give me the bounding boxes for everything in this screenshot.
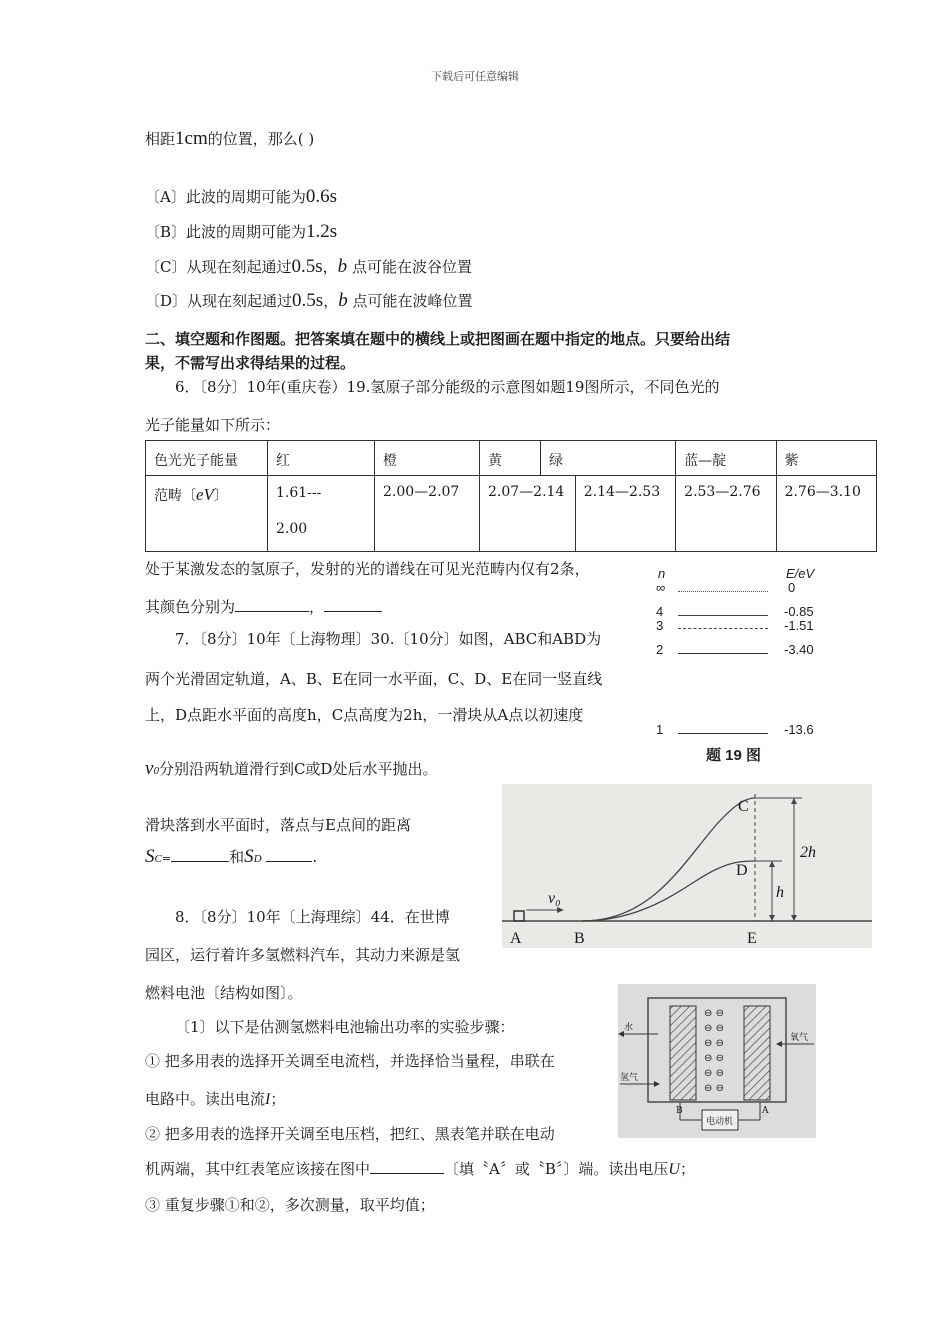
option-c-var: b bbox=[337, 256, 348, 277]
level-inf-line bbox=[678, 591, 768, 592]
q5-option-b bbox=[145, 221, 337, 243]
answer-blank[interactable] bbox=[266, 847, 312, 862]
voltage-var: U bbox=[668, 1161, 680, 1178]
label-motor: 电动机 bbox=[706, 1117, 734, 1127]
q5-option-a bbox=[145, 186, 337, 208]
level-4-line bbox=[678, 615, 768, 616]
step2b-suffix: ； bbox=[679, 1160, 695, 1178]
photon-energy-table bbox=[145, 440, 877, 552]
label-h: h bbox=[776, 884, 784, 901]
label-2h: 2h bbox=[800, 844, 816, 861]
label-b: B bbox=[574, 930, 585, 947]
figure-e-label: E/eV bbox=[786, 566, 815, 581]
level-3-n: 3 bbox=[656, 618, 664, 633]
range-red-b: 2.00 bbox=[276, 521, 308, 537]
level-4-n: 4 bbox=[656, 604, 664, 619]
level-2-e: -3.40 bbox=[784, 642, 814, 657]
ion-icon: ⊖ bbox=[704, 1068, 713, 1079]
level-1-line bbox=[678, 733, 768, 734]
v0-sub: 0 bbox=[153, 765, 159, 777]
q8-step1a: ① 把多用表的选择开关调至电流档，并选择恰当量程，串联在 bbox=[145, 1052, 555, 1070]
answer-blank[interactable] bbox=[235, 597, 309, 612]
ion-icon: ⊖ bbox=[704, 1083, 713, 1094]
q7-end: . bbox=[312, 848, 318, 866]
label-water: 水 bbox=[624, 1023, 634, 1033]
h-arrowhead-bottom bbox=[769, 915, 775, 921]
label-b-terminal: B bbox=[676, 1106, 683, 1116]
cell-left-electrode bbox=[670, 1006, 696, 1100]
option-d-math: 0.5s bbox=[292, 290, 324, 311]
q5-stem-suffix: 的位置，那么( ) bbox=[207, 130, 315, 148]
q6-line3: 处于某激发态的氢原子，发射的光的谱线在可见光范畴内仅有2条， bbox=[145, 560, 590, 578]
q6-line4-sep: ， bbox=[309, 598, 325, 616]
color-yellow: 黄 bbox=[480, 441, 541, 476]
sc-var: S bbox=[145, 846, 155, 867]
color-red: 红 bbox=[268, 441, 375, 476]
range-label-prefix: 范畴〔 bbox=[154, 488, 196, 504]
option-c-sep: ， bbox=[322, 258, 338, 276]
q5-stem-prefix: 相距 bbox=[145, 130, 176, 148]
option-d-var: b bbox=[338, 290, 348, 311]
2h-arrowhead-bottom bbox=[791, 915, 797, 921]
track-abc bbox=[582, 798, 755, 921]
option-b-math: 1.2s bbox=[306, 221, 338, 242]
h-arrowhead-top bbox=[769, 861, 775, 867]
current-var: I bbox=[265, 1091, 271, 1108]
section2-line1: 二、填空题和作图题。把答案填在题中的横线上或把图画在题中指定的地点。只要给出结 bbox=[145, 330, 731, 348]
answer-blank[interactable] bbox=[171, 847, 229, 862]
track-diagram bbox=[502, 784, 872, 948]
level-1-n: 1 bbox=[656, 722, 664, 737]
step2b-mid: 〔填〝A〞或〝B〞〕端。读出电压 bbox=[444, 1160, 669, 1178]
color-blue-indigo: 蓝—靛 bbox=[676, 441, 776, 476]
q6-line4 bbox=[145, 596, 382, 617]
option-a-math: 0.6s bbox=[305, 186, 337, 207]
table-header-label: 色光光子能量 bbox=[146, 441, 268, 476]
q7-line6 bbox=[145, 846, 317, 868]
q7-line4-text: 分别沿两轨道滑行到C或D处后水平抛出。 bbox=[158, 760, 438, 778]
range-label bbox=[146, 476, 268, 552]
q8-step-intro: 〔1〕以下是估测氢燃料电池输出功率的实验步骤： bbox=[175, 1018, 515, 1036]
level-3-e: -1.51 bbox=[784, 618, 814, 633]
q8-step2b bbox=[145, 1158, 695, 1179]
q7-and: 和 bbox=[229, 848, 245, 866]
label-e: E bbox=[747, 930, 757, 947]
option-d-tail: 点可能在波峰位置 bbox=[352, 292, 473, 310]
q7-line4 bbox=[145, 758, 437, 780]
option-b-text: 〔B〕此波的周期可能为 bbox=[145, 223, 307, 241]
v0-var: v bbox=[145, 758, 154, 779]
ion-icon: ⊖ bbox=[704, 1023, 713, 1034]
option-a-text: 〔A〕此波的周期可能为 bbox=[145, 188, 306, 206]
page-header: 下载后可任意编辑 bbox=[431, 70, 519, 83]
label-v0: v₀ bbox=[548, 890, 561, 907]
ion-icon: ⊖ bbox=[704, 1038, 713, 1049]
q8-step2a: ② 把多用表的选择开关调至电压档，把红、黑表笔并联在电动 bbox=[145, 1125, 555, 1143]
level-inf-n: ∞ bbox=[656, 580, 666, 595]
ion-icon: ⊖ bbox=[715, 1068, 724, 1079]
q5-option-c bbox=[145, 256, 472, 278]
q5-option-d bbox=[145, 290, 473, 312]
2h-arrowhead-top bbox=[791, 798, 797, 804]
label-oxygen: 氧气 bbox=[790, 1033, 809, 1043]
range-green: 2.14—2.53 bbox=[575, 476, 675, 552]
q7-line3: 上，D点距水平面的高度h，C点高度为2h，一滑块从A点以初速度 bbox=[145, 706, 584, 724]
track-abd bbox=[582, 861, 755, 921]
q8-line1: 8．〔8分〕10年〔上海理综〕44．在世博 bbox=[175, 908, 450, 926]
track-figure bbox=[502, 784, 872, 948]
label-a-terminal: A bbox=[762, 1106, 769, 1116]
step1b-suffix: ； bbox=[270, 1090, 286, 1108]
q7-line2: 两个光滑固定轨道，A、B、E在同一水平面，C、D、E在同一竖直线 bbox=[145, 670, 603, 688]
q5-stem bbox=[145, 128, 314, 150]
q5-stem-math: 1cm bbox=[175, 128, 208, 149]
ion-icon: ⊖ bbox=[715, 1053, 724, 1064]
table-row bbox=[146, 476, 877, 552]
ion-icon: ⊖ bbox=[704, 1053, 713, 1064]
color-violet: 紫 bbox=[776, 441, 876, 476]
q8-step3: ③ 重复步骤①和②，多次测量，取平均值； bbox=[145, 1196, 435, 1214]
option-c-math: 0.5s bbox=[291, 256, 323, 277]
range-violet: 2.76—3.10 bbox=[776, 476, 876, 552]
label-a: A bbox=[510, 930, 522, 947]
slider-block bbox=[514, 911, 524, 921]
ion-icon: ⊖ bbox=[715, 1023, 724, 1034]
level-3-line bbox=[678, 628, 768, 629]
level-2-n: 2 bbox=[656, 642, 664, 657]
ion-icon: ⊖ bbox=[715, 1038, 724, 1049]
range-red-a: 1.61--- bbox=[276, 485, 322, 501]
fuel-cell-figure bbox=[618, 984, 816, 1138]
label-d: D bbox=[736, 862, 748, 879]
range-orange: 2.00—2.07 bbox=[375, 476, 480, 552]
sc-eq: = bbox=[161, 852, 172, 865]
q8-step1b bbox=[145, 1088, 285, 1109]
q8-line3: 燃料电池〔结构如图〕。 bbox=[145, 984, 303, 1002]
level-4-e: -0.85 bbox=[784, 604, 814, 619]
range-blue-indigo: 2.53—2.76 bbox=[676, 476, 776, 552]
level-inf-e: 0 bbox=[788, 580, 796, 595]
q6-line4-prefix: 其颜色分别为 bbox=[145, 598, 236, 616]
step2b-prefix: 机两端，其中红表笔应该接在图中 bbox=[145, 1160, 371, 1178]
ion-icon: ⊖ bbox=[715, 1083, 724, 1094]
q7-line1: 7．〔8分〕10年〔上海物理〕30.〔10分〕如图，ABC和ABD为 bbox=[175, 630, 602, 648]
figure-caption: 题 19 图 bbox=[706, 747, 762, 764]
figure-n-label: n bbox=[658, 566, 666, 581]
option-d-sep: ， bbox=[323, 292, 339, 310]
q6-line1: 6．〔8分〕10年(重庆卷）19.氢原子部分能级的示意图如题19图所示，不同色光的 bbox=[175, 378, 720, 396]
q7-line5: 滑块落到水平面时，落点与E点间的距离 bbox=[145, 816, 411, 834]
sc-sub: C bbox=[154, 853, 162, 865]
option-c-tail: 点可能在波谷位置 bbox=[351, 258, 472, 276]
sd-sub: D bbox=[253, 853, 262, 865]
answer-blank[interactable] bbox=[370, 1159, 444, 1174]
option-d-text: 〔D〕从现在刻起通过 bbox=[145, 292, 293, 310]
q6-line2: 光子能量如下所示： bbox=[145, 416, 281, 434]
color-green: 绿 bbox=[541, 441, 676, 476]
label-hydrogen: 氢气 bbox=[620, 1073, 639, 1083]
energy-level-figure bbox=[648, 564, 834, 770]
step1b-prefix: 电路中。读出电流 bbox=[145, 1090, 266, 1108]
range-red bbox=[268, 476, 375, 552]
answer-blank[interactable] bbox=[324, 597, 382, 612]
range-label-unit: eV bbox=[196, 485, 214, 504]
color-orange: 橙 bbox=[375, 441, 480, 476]
level-2-line bbox=[678, 653, 768, 654]
range-label-suffix: 〕 bbox=[213, 488, 228, 504]
section2-line2: 果，不需写出求得结果的过程。 bbox=[145, 354, 356, 372]
level-1-e: -13.6 bbox=[784, 722, 814, 737]
sd-var: S bbox=[244, 846, 254, 867]
ion-grid bbox=[704, 1006, 742, 1096]
cell-right-electrode bbox=[744, 1006, 770, 1100]
range-yellow: 2.07—2.14 bbox=[480, 476, 576, 552]
label-c: C bbox=[738, 798, 749, 815]
ion-icon: ⊖ bbox=[715, 1008, 724, 1019]
q8-line2: 园区，运行着许多氢燃料汽车，其动力来源是氢 bbox=[145, 946, 461, 964]
table-row bbox=[146, 441, 877, 476]
option-c-text: 〔C〕从现在刻起通过 bbox=[145, 258, 292, 276]
ion-icon: ⊖ bbox=[704, 1008, 713, 1019]
